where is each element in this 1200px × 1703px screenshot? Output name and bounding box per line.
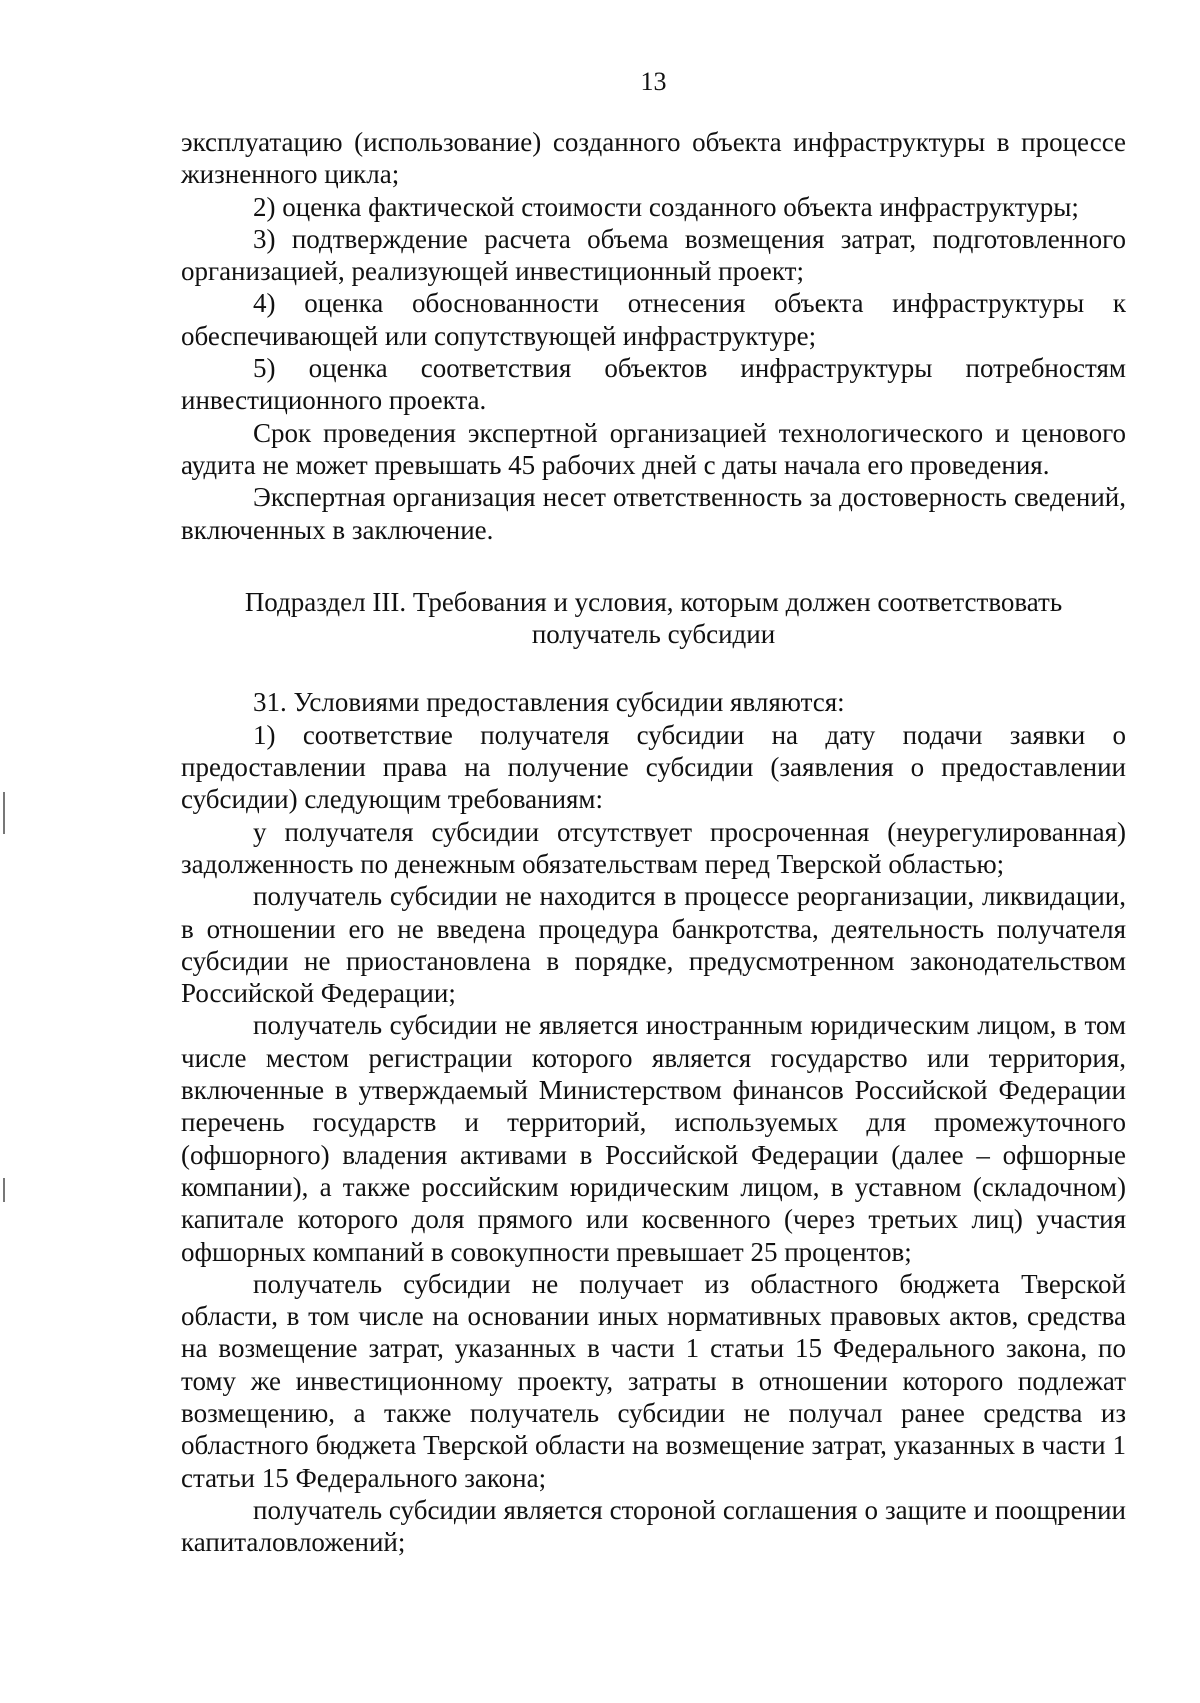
paragraph: 4) оценка обоснованности отнесения объекта инфраструктуры к обеспечивающей или сопутствующей инфраструктуре; xyxy=(181,288,1126,351)
paragraph: 1) соответствие получателя субсидии на дату подачи заявки о предоставлении права на получение субсидии (заявления о предоставлении субсидии) следующим требованиям: xyxy=(181,719,1126,815)
paragraph: Срок проведения экспертной организацией технологического и ценового аудита не может превышать 45 рабочих дней с даты начала его проведения. xyxy=(181,417,1126,480)
paragraph: 2) оценка фактической стоимости созданного объекта инфраструктуры; xyxy=(253,191,1079,222)
page-number: 13 xyxy=(640,67,667,96)
spacer xyxy=(181,546,1126,586)
paragraph: получатель субсидии не является иностранным юридическим лицом, в том числе местом регистрации которого является государство или территория, включенные в утверждаемый Министерством финансов Российской Федерации перечень государств и территорий, используемых для промежуточного (офшорного) владения активами в Российской Федерации (далее – офшорные компании), а также российским юридическим лицом, в уставном (складочном) капитале которого доля прямого или косвенного (через третьих лиц) участия офшорных компаний в совокупности превышает 25 процентов; xyxy=(181,1010,1126,1267)
document-body xyxy=(181,126,1126,1558)
paragraph: эксплуатацию (использование) созданного объекта инфраструктуры в процессе жизненного цикла; xyxy=(181,127,1126,190)
paragraph: 3) подтверждение расчета объема возмещения затрат, подготовленного организацией, реализующей инвестиционный проект; xyxy=(181,223,1126,287)
section-heading-line-2: получатель субсидии xyxy=(531,619,776,650)
section-heading xyxy=(181,586,1126,651)
scan-artifact-left-2 xyxy=(3,1178,5,1202)
paragraph: получатель субсидии не получает из областного бюджета Тверской области, в том числе на основании иных нормативных правовых актов, средства на возмещение затрат, указанных в части 1 статьи 15 Федерального закона, по тому же инвестиционному проекту, затраты в отношении которого подлежат возмещению, а также получатель субсидии не получал ранее средства из областного бюджета Тверской области на возмещение затрат, указанных в части 1 статьи 15 Федерального закона; xyxy=(181,1268,1126,1493)
section-heading-line-1: Подраздел III. Требования и условия, которым должен соответствовать xyxy=(244,586,1063,617)
paragraph: у получателя субсидии отсутствует просроченная (неурегулированная) задолженность по денежным обязательствам перед Тверской областью; xyxy=(181,816,1126,879)
paragraph: получатель субсидии является стороной соглашения о защите и поощрении капиталовложений; xyxy=(181,1494,1126,1558)
paragraph: 31. Условиями предоставления субсидии являются: xyxy=(253,687,845,718)
scan-artifact-left-1 xyxy=(3,792,5,834)
paragraph: Экспертная организация несет ответственность за достоверность сведений, включенных в заключение. xyxy=(181,482,1126,545)
paragraph: получатель субсидии не находится в процессе реорганизации, ликвидации, в отношении его не введена процедура банкротства, деятельность получателя субсидии не приостановлена в порядке, предусмотренном законодательством Российской Федерации; xyxy=(181,881,1126,1009)
paragraph: 5) оценка соответствия объектов инфраструктуры потребностям инвестиционного проекта. xyxy=(181,353,1126,416)
spacer xyxy=(181,650,1126,686)
